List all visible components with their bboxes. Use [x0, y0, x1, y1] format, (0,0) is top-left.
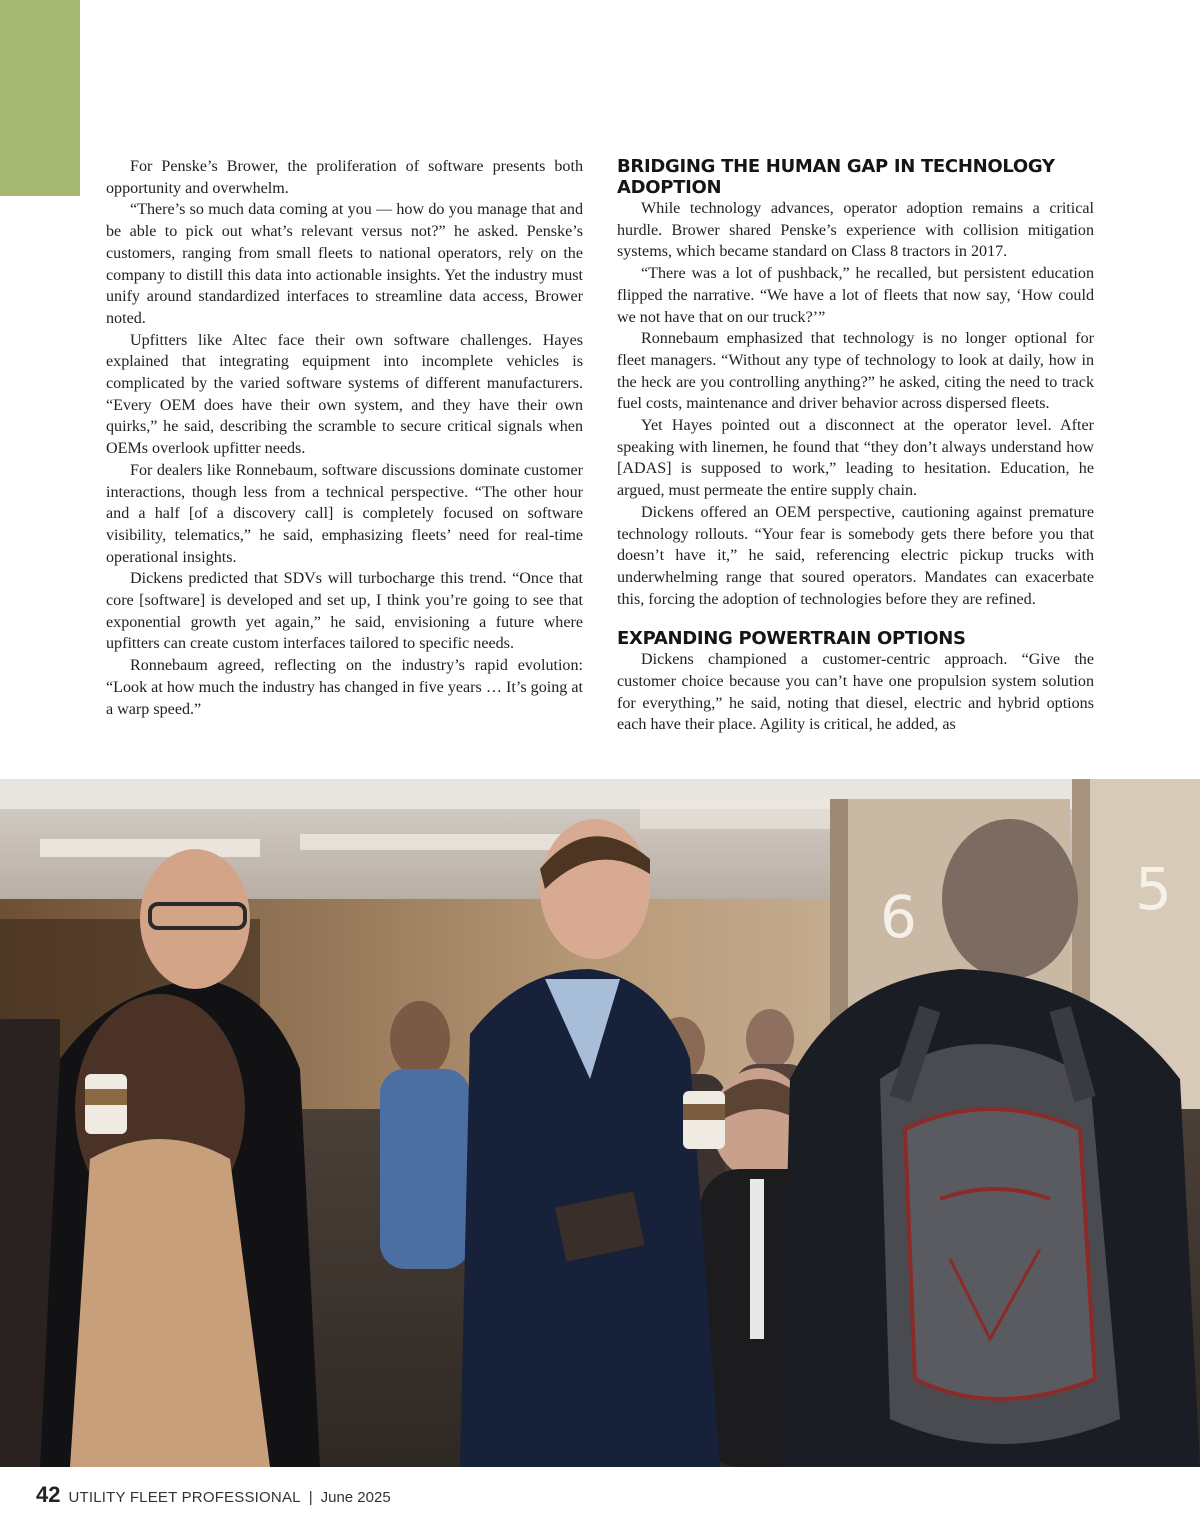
section-color-tab	[0, 0, 80, 196]
left-column	[106, 156, 583, 720]
paragraph: For dealers like Ronnebaum, software discussions dominate customer interactions, though less from a technical perspective. “The other hour and a half [of a discovery call] is completely focused on software visibility, telematics,” he said, emphasizing fleets’ need for real-time operational insights.	[106, 461, 583, 566]
right-column	[617, 156, 1094, 736]
photo-illustration	[0, 779, 1200, 1467]
event-photo	[0, 779, 1200, 1467]
room-sign-6: 6	[880, 883, 917, 951]
paragraph: Dickens championed a customer-centric approach. “Give the customer choice because you can’t have one propulsion system solution for everything,” he said, noting that diesel, electric and hybrid options each have their place. Agility is critical, he added, as	[617, 651, 1094, 734]
paragraph: Yet Hayes pointed out a disconnect at the operator level. After speaking with linemen, he found that “they don’t always understand how [ADAS] is supposed to work,” leading to hesitation. Education, he argued, must permeate the entire supply chain.	[617, 417, 1094, 500]
page-footer	[36, 1482, 391, 1508]
footer-separator: |	[308, 1489, 313, 1506]
paragraph: “There was a lot of pushback,” he recalled, but persistent education flipped the narrative. “We have a lot of fleets that now say, ‘How could we not have that on our truck?’”	[617, 265, 1094, 326]
paragraph: For Penske’s Brower, the proliferation of software presents both opportunity and overwhelm.	[106, 158, 583, 197]
paragraph: Dickens offered an OEM perspective, cautioning against premature technology rollouts. “Your fear is somebody gets there before you that doesn’t have it,” he said, referencing electric pickup trucks with underwhelming range that soured operators. Mandates can exacerbate this, forcing the adoption of technologies before they are refined.	[617, 503, 1094, 608]
section-heading: EXPANDING POWERTRAIN OPTIONS	[617, 628, 966, 650]
paragraph: Ronnebaum emphasized that technology is no longer optional for fleet managers. “Without any type of technology to look at daily, how in the heck are you controlling anything?” he asked, citing the need to track fuel costs, maintenance and driver behavior across dispersed fleets.	[617, 330, 1094, 413]
paragraph: Ronnebaum agreed, reflecting on the industry’s rapid evolution: “Look at how much the industry has changed in five years … It’s going at a warp speed.”	[106, 657, 583, 718]
room-sign-5: 5	[1135, 855, 1172, 923]
paragraph: “There’s so much data coming at you — how do you manage that and be able to pick out what’s relevant versus not?” he asked. Penske’s customers, ranging from small fleets to national operators, rely on the company to distill this data into actionable insights. Yet the industry must unify around standardized interfaces to streamline data access, Brower noted.	[106, 201, 583, 327]
page-number: 42	[36, 1482, 61, 1507]
paragraph: Dickens predicted that SDVs will turbocharge this trend. “Once that core [software] is developed and set up, I think you’re going to see that exponential growth yet again,” he said, envisioning a future where upfitters can create custom interfaces tailored to specific needs.	[106, 570, 583, 653]
publication-name: UTILITY FLEET PROFESSIONAL	[68, 1489, 301, 1506]
paragraph: While technology advances, operator adoption remains a critical hurdle. Brower shared Penske’s experience with collision mitigation systems, which became standard on Class 8 tractors in 2017.	[617, 200, 1094, 261]
issue-date: June 2025	[320, 1489, 391, 1506]
section-heading: BRIDGING THE HUMAN GAP IN TECHNOLOGY ADOPTION	[617, 156, 1055, 198]
paragraph: Upfitters like Altec face their own software challenges. Hayes explained that integrating equipment into incomplete vehicles is complicated by the varied software systems of different manufacturers. “Every OEM does have their own system, and they have their own quirks,” he said, describing the scramble to secure critical signals when OEMs overlook upfitter needs.	[106, 331, 583, 458]
